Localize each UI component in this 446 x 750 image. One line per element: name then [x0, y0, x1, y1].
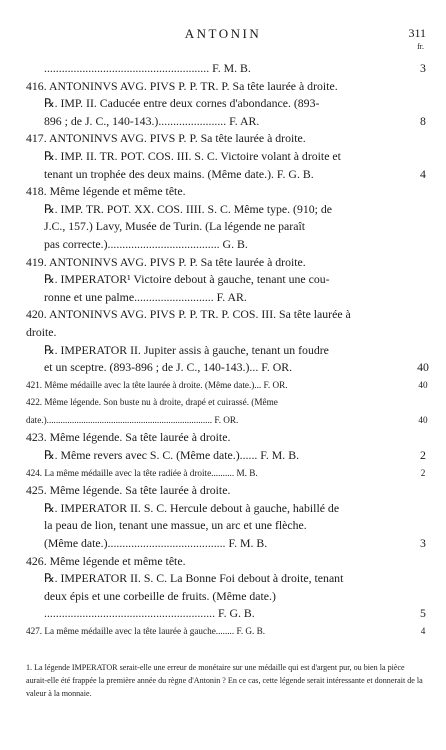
catalog-line-text: 896 ; de J. C., 140-143.)....................... F. AR.: [44, 113, 260, 128]
catalog-line: [0, 342, 446, 360]
catalog-line-text: ℞. IMP. II. Caducée entre deux cornes d'abondance. (893-: [44, 96, 320, 111]
catalog-line: [0, 553, 446, 571]
catalog-line-text: la peau de lion, tenant une massue, un arc et une flèche.: [44, 518, 307, 533]
catalog-line-text: J.C., 157.) Lavy, Musée de Turin. (La légende ne paraît: [44, 219, 305, 234]
catalog-line: [0, 535, 446, 553]
catalog-line-text: droite.: [26, 324, 57, 339]
catalog-line-text: 426. Même légende et même tête.: [26, 553, 186, 568]
page-header: [0, 26, 446, 51]
catalog-line-text: ℞. IMPERATOR II. S. C. Hercule debout à gauche, habillé de: [44, 500, 340, 515]
catalog-line: [0, 166, 446, 184]
catalog-line-text: 423. Même légende. Sa tête laurée à droite.: [26, 430, 231, 445]
catalog-line-price: 2: [420, 448, 426, 463]
catalog-entries: [0, 60, 446, 641]
catalog-line-price: 40: [418, 379, 428, 390]
catalog-line: [0, 236, 446, 254]
catalog-line: [0, 183, 446, 201]
catalog-line-text: 425. Même légende. Sa tête laurée à droite.: [26, 483, 231, 498]
price-unit-label: fr.: [417, 42, 424, 51]
catalog-line: [0, 359, 446, 377]
catalog-line: [0, 218, 446, 236]
catalog-line: [0, 623, 446, 641]
catalog-line-text: ℞. IMPERATOR II. S. C. La Bonne Foi debout à droite, tenant: [44, 571, 344, 586]
catalog-line: [0, 254, 446, 272]
catalog-line-text: ℞. IMP. II. TR. POT. COS. III. S. C. Victoire volant à droite et: [44, 148, 341, 163]
catalog-line-price: 4: [420, 626, 426, 636]
catalog-line-text: ℞. IMPERATOR II. Jupiter assis à gauche, tenant un foudre: [44, 342, 329, 357]
catalog-line-text: 419. ANTONINVS AVG. PIVS P. P. Sa tête laurée à droite.: [26, 254, 306, 269]
catalog-line-text: date.)........................................................................ F. OR.: [26, 414, 239, 425]
page-number: 311: [408, 26, 426, 40]
catalog-line: [0, 130, 446, 148]
catalog-line-price: 8: [420, 113, 426, 128]
catalog-line: [0, 113, 446, 131]
catalog-line: [0, 429, 446, 447]
catalog-line: [0, 570, 446, 588]
catalog-line-text: ℞. Même revers avec S. C. (Même date.)...... F. M. B.: [44, 448, 300, 463]
catalog-line: [0, 289, 446, 307]
catalog-line: [0, 201, 446, 219]
catalog-line: [0, 412, 446, 430]
catalog-line: [0, 271, 446, 289]
catalog-line-text: (Même date.)........................................ F. M. B.: [44, 536, 268, 551]
catalog-line-text: 422. Même légende. Son buste nu à droite, drapé et cuirassé. (Même: [26, 397, 278, 408]
catalog-line-text: 417. ANTONINVS AVG. PIVS P. P. Sa tête laurée à droite.: [26, 131, 306, 146]
catalog-line-text: ronne et une palme........................... F. AR.: [44, 289, 247, 304]
catalog-line-price: 2: [420, 467, 426, 478]
catalog-line-text: deux épis et une corbeille de fruits. (Même date.): [44, 588, 276, 603]
catalog-line-price: 3: [420, 61, 426, 75]
catalog-line-text: 424. La même médaille avec la tête radiée à droite.......... M. B.: [26, 467, 258, 478]
catalog-line-text: 420. ANTONINVS AVG. PIVS P. P. TR. P. COS. III. Sa tête laurée à: [26, 307, 351, 322]
catalog-line: [0, 60, 446, 78]
catalog-line-text: 418. Même légende et même tête.: [26, 184, 186, 199]
catalog-line: [0, 148, 446, 166]
catalog-line-text: ℞. IMP. TR. POT. XX. COS. IIII. S. C. Même type. (910; de: [44, 201, 333, 216]
catalog-line-text: pas correcte.)...................................... G. B.: [44, 236, 248, 251]
catalog-line: [0, 605, 446, 623]
catalog-line: [0, 482, 446, 500]
catalog-line: [0, 588, 446, 606]
catalog-line: [0, 500, 446, 518]
catalog-line-price: 40: [417, 360, 429, 375]
catalog-line-text: ℞. IMPERATOR¹ Victoire debout à gauche, tenant une cou-: [44, 272, 330, 287]
catalog-line-price: 40: [418, 414, 428, 425]
catalog-line: [0, 394, 446, 412]
catalog-line: [0, 306, 446, 324]
catalog-line-text: 427. La même médaille avec la tête laurée à gauche........ F. G. B.: [26, 626, 266, 636]
catalog-line: [0, 377, 446, 395]
catalog-line: [0, 465, 446, 483]
catalog-line-text: et un sceptre. (893-896 ; de J. C., 140-143.)... F. OR.: [44, 360, 293, 375]
catalog-line-text: tenant un trophée des deux mains. (Même date.). F. G. B.: [44, 166, 314, 181]
catalog-line: [0, 95, 446, 113]
running-title: ANTONIN: [184, 26, 262, 41]
catalog-line-text: ........................................................ F. M. B.: [44, 61, 251, 75]
catalog-line-price: 5: [420, 606, 426, 621]
catalog-line: [0, 324, 446, 342]
catalog-line: [0, 517, 446, 535]
catalog-line-price: 4: [420, 166, 426, 181]
catalog-line-text: 416. ANTONINVS AVG. PIVS P. P. TR. P. Sa tête laurée à droite.: [26, 78, 338, 93]
catalog-line: [0, 447, 446, 465]
footnote: 1. La légende IMPERATOR serait-elle une erreur de monétaire sur une médaille qui est d'argent pur, ou bien la pièce aurait-elle été frappée la première année du règne d'Antonin ? En ce cas, cette légende serait intéressante et donnerait de la valeur à la monnaie.: [26, 663, 423, 698]
catalog-line-price: 3: [420, 536, 426, 551]
catalog-line-text: .......................................................... F. G. B.: [44, 606, 255, 621]
catalog-line-text: 421. Même médaille avec la tête laurée à droite. (Même date.)... F. OR.: [26, 379, 288, 390]
catalog-line: [0, 78, 446, 96]
